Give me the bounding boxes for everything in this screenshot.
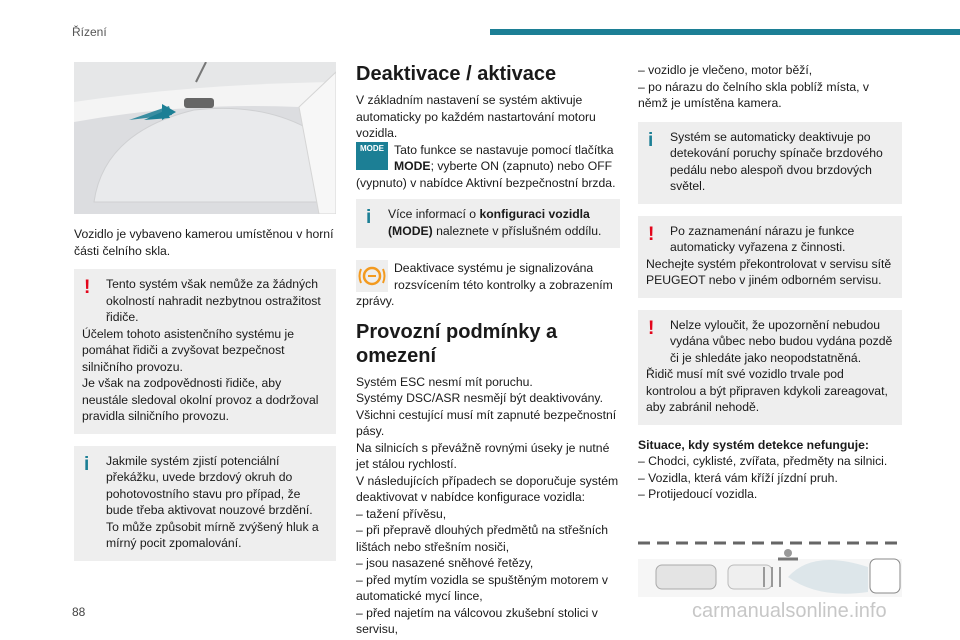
windscreen-camera-illustration xyxy=(74,62,336,214)
warning-box-alerts: ! Nelze vyloučit, že upozornění nebudou vydána vůbec nebo budou vydána pozdě či je shledáte jako neopodstatněná. Řidič musí mít své vozidlo trvale pod kontrolou a být připraven kdykoli zareagovat, aby zabránil nehodě. xyxy=(638,310,902,425)
brake-warning-lamp-icon xyxy=(356,260,388,292)
warning-text-1: Tento systém však nemůže za žádných okolností nahradit nezbytnou ostražitost řidiče. xyxy=(106,277,321,324)
info-i-icon: i xyxy=(84,453,90,475)
paragraph-indicator: Deaktivace systému je signalizována rozsvícením této kontrolky a zobrazením zprávy. xyxy=(356,261,613,308)
exclamation-icon: ! xyxy=(648,223,655,245)
warning-box-impact: ! Po zaznamenání nárazu je funkce automaticky vyřazena z činnosti. Nechejte systém překontrolovat v servisu sítě PEUGEOT nebo v jiném odborném servisu. xyxy=(638,216,902,298)
info-i-icon: i xyxy=(648,129,654,151)
section-header: Řízení xyxy=(72,25,107,39)
list-item: – Vozidla, která vám kříží jízdní pruh. xyxy=(638,470,838,485)
mode-button-icon: MODE xyxy=(356,142,388,170)
paragraph-default: V základním nastavení se systém aktivuje automaticky po každém nastartování motoru vozidla. xyxy=(356,93,596,140)
car-windscreen-svg xyxy=(74,62,336,214)
conditions-list: Systém ESC nesmí mít poruchu. Systémy DSC/ASR nesmějí být deaktivovány. Všichni cestující musí mít zapnuté bezpečnostní pásy. Na silnicích s převážně rovnými úseky je nutné jet stálou rychlostí. V následujících případech se doporučuje systém deaktivovat v nabídce konfigurace vozidla: – tažení přívěsu, – při přepravě dlouhých předmětů na střešních lištách nebo střešním nosiči, – jsou nasazené sněhové řetězy, – před mytím vozidla se spuštěným motorem v automatické mycí lince, – před najetím na válcovou zkušební stolici v servisu, xyxy=(356,374,619,636)
column-3 xyxy=(638,62,902,597)
column-1 xyxy=(74,62,336,573)
header-accent-bar xyxy=(490,29,960,35)
watermark: carmanualsonline.info xyxy=(692,600,887,622)
info-text: Jakmile systém zjistí potenciální překážku, uvede brzdový okruh do pohotovostního stavu pro případ, že bude třeba aktivovat nouzové brzdění. To může způsobit mírně zvýšený hluk a mírný pocit zpomalování. xyxy=(106,453,319,550)
info-i-icon: i xyxy=(366,207,372,228)
situations-heading: Situace, kdy systém detekce nefunguje: xyxy=(638,437,869,452)
exclamation-icon: ! xyxy=(648,317,655,339)
info-box-brake: i Systém se automaticky deaktivuje po detekování poruchy spínače brzdového pedálu nebo alespoň dvou brzdových světel. xyxy=(638,122,902,204)
page-number: 88 xyxy=(72,605,86,619)
intro-text: Vozidlo je vybaveno kamerou umístěnou v horní části čelního skla. xyxy=(74,227,334,258)
warning-text-2: Účelem tohoto asistenčního systému je pomáhat řidiči a zvyšovat bezpečnost silničního provozu. xyxy=(82,326,295,374)
list-item: – Protijedoucí vozidla. xyxy=(638,487,758,501)
column-2 xyxy=(356,62,620,638)
info-box xyxy=(74,446,336,561)
info-box-config: i Více informací o konfiguraci vozidla (MODE) naleznete v příslušném oddílu. xyxy=(356,199,620,248)
warning-text-3: Je však na zodpovědnosti řidiče, aby neustále sledoval okolní provoz a dodržoval pravidla silničního provozu. xyxy=(82,376,319,423)
list-item: – vozidlo je vlečeno, motor běží, xyxy=(638,63,813,77)
paragraph-mode: MODE Tato funkce se nastavuje pomocí tlačítka MODE; vyberte ON (zapnuto) nebo OFF (vypnuto) v nabídce Aktivní bezpečnostní brzda. xyxy=(356,142,616,190)
list-item: – Chodci, cyklisté, zvířata, předměty na silnici. xyxy=(638,454,888,468)
heading-conditions: Provozní podmínky a omezení xyxy=(356,320,558,367)
list-item: – po nárazu do čelního skla poblíž místa, v němž je umístěna kamera. xyxy=(638,79,870,110)
road-cyclist-illustration xyxy=(638,537,902,597)
exclamation-icon: ! xyxy=(84,277,91,298)
warning-box xyxy=(74,269,336,434)
heading-deactivation: Deaktivace / aktivace xyxy=(356,63,557,85)
